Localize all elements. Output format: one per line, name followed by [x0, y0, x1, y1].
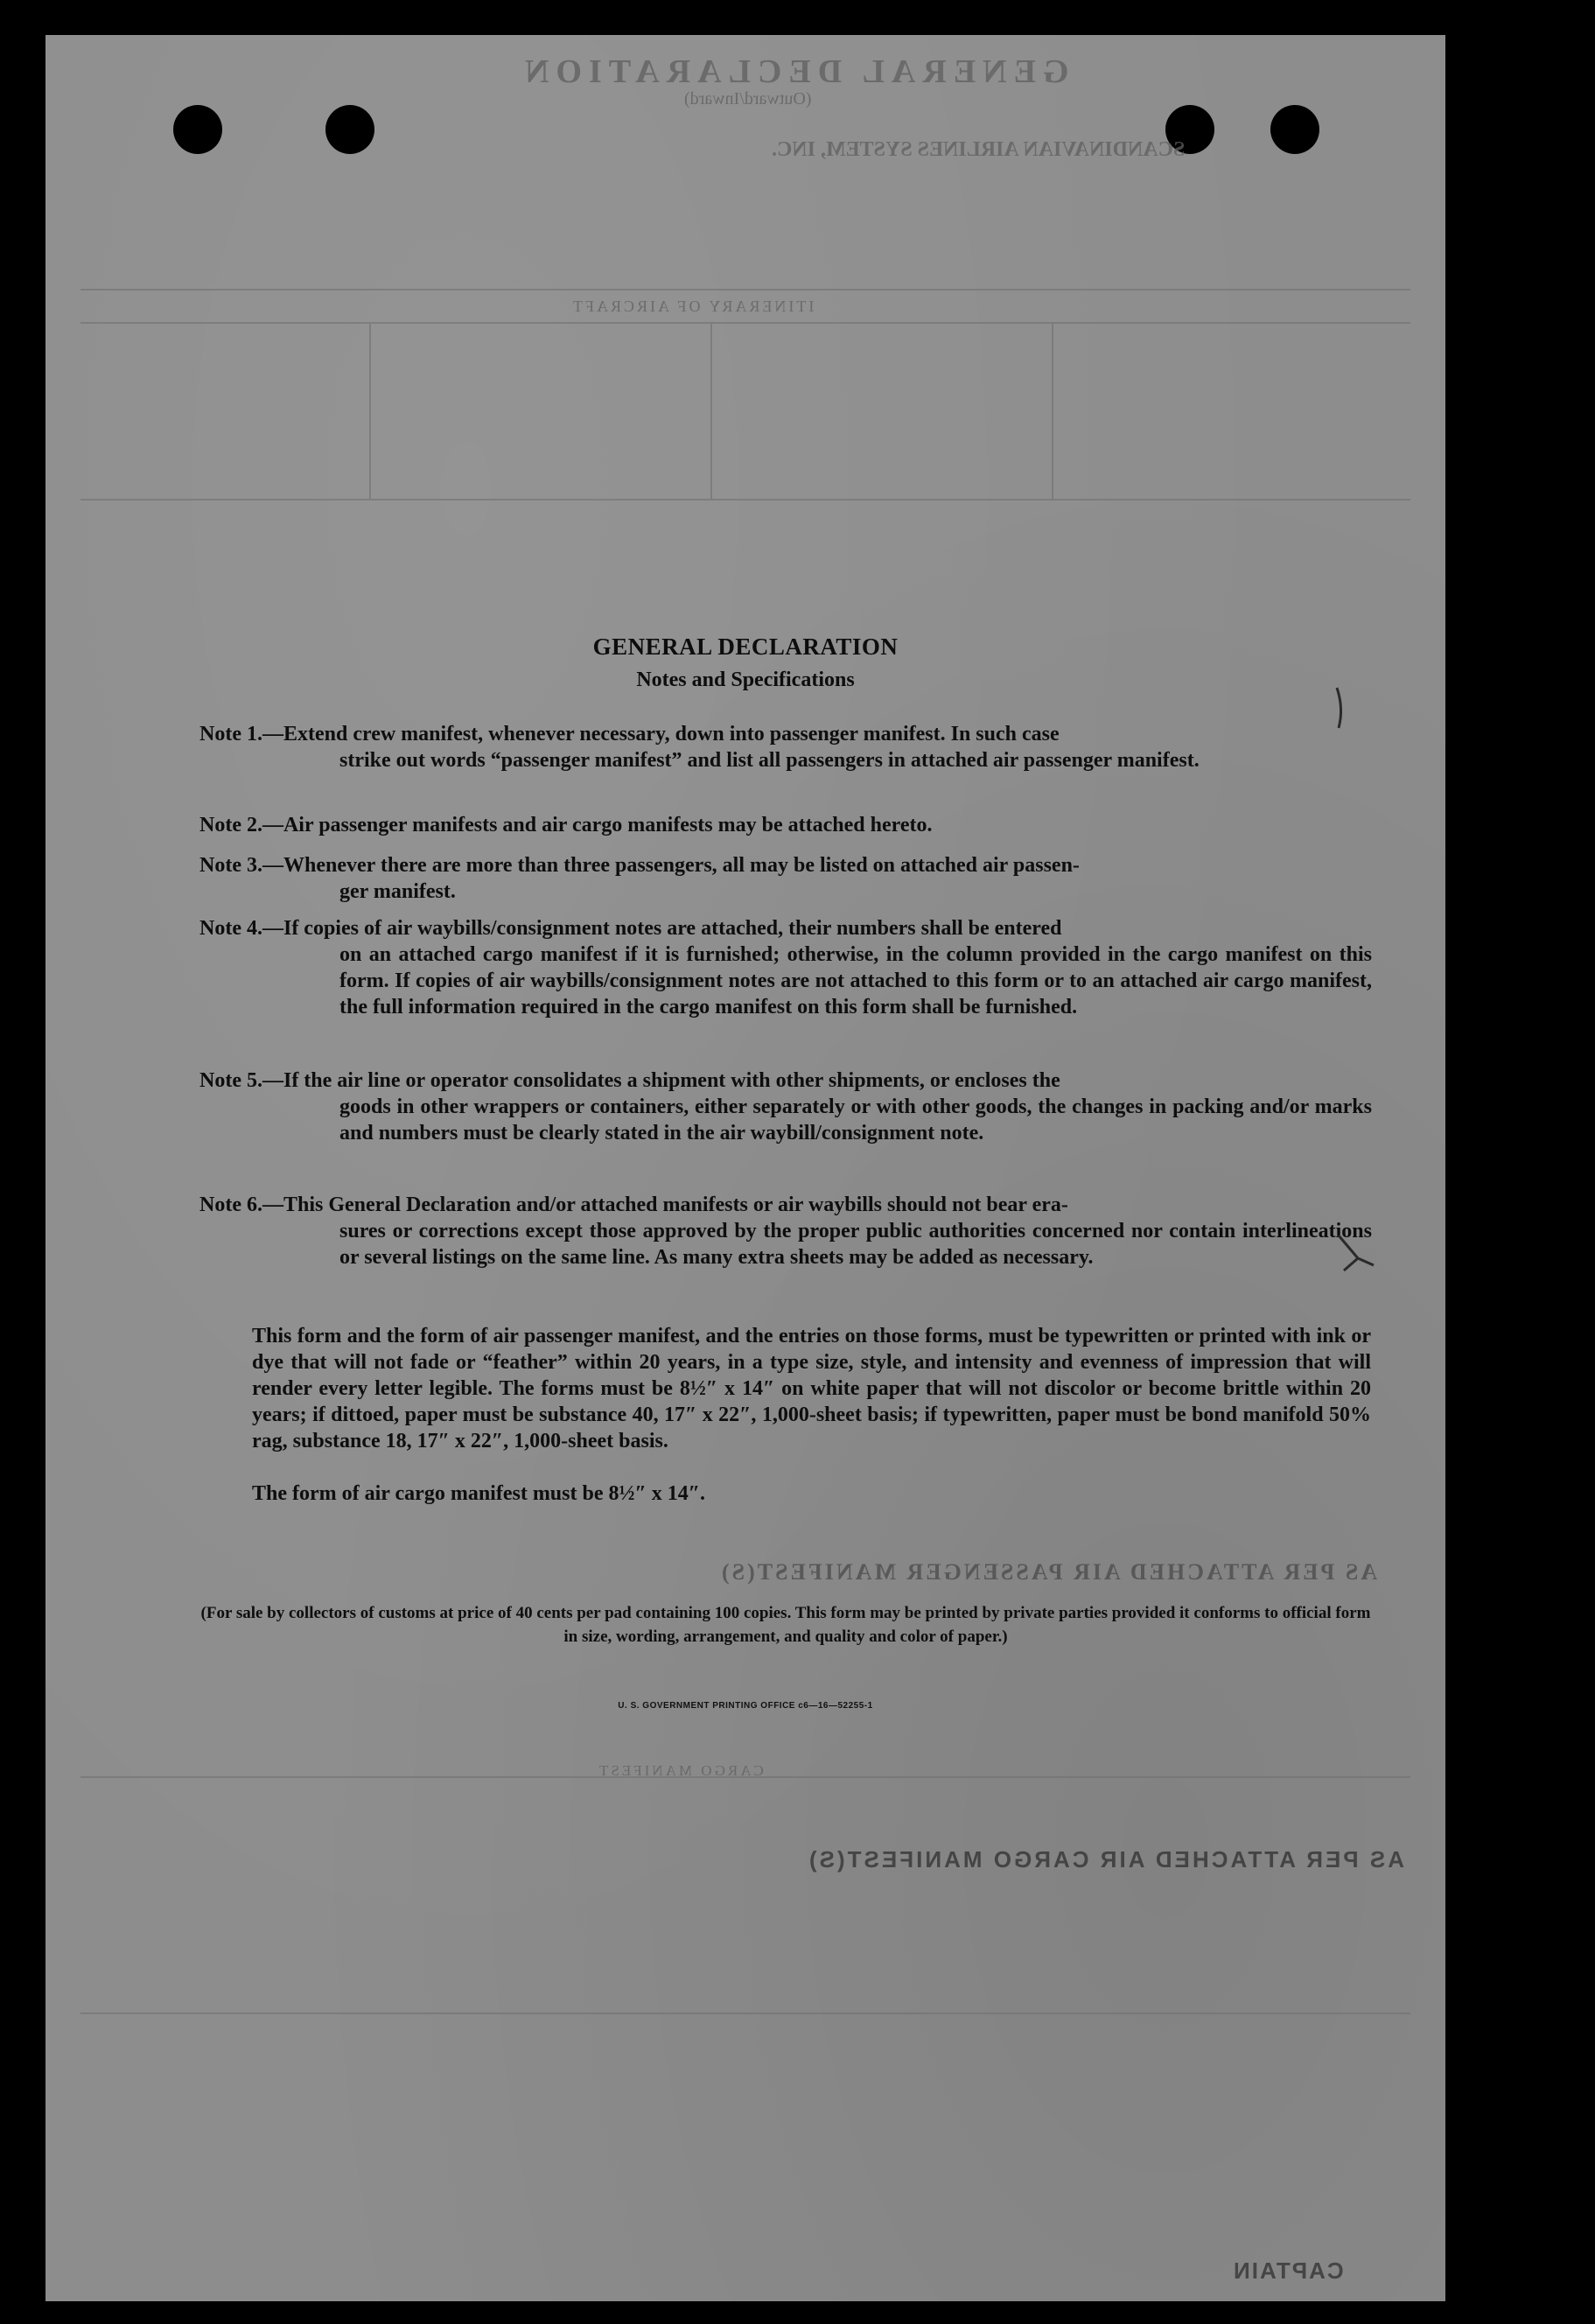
punch-hole — [173, 105, 222, 154]
punch-hole — [325, 105, 374, 154]
note-2-first-line: Note 2.—Air passenger manifests and air cargo manifests may be attached hereto. — [199, 814, 933, 836]
bleed-through-captain: CAPTAIN — [1232, 2258, 1344, 2284]
note-5-first-line: Note 5.—If the air line or operator consolidates a shipment with other shipments, or encloses the — [199, 1069, 1060, 1092]
bleed-line — [369, 324, 371, 499]
pencil-mark — [1328, 682, 1363, 735]
bleed-line — [1052, 324, 1053, 499]
note-3 — [199, 852, 1372, 905]
form-requirements-paragraph: This form and the form of air passenger manifest, and the entries on those forms, must be typewritten or printed with ink or dye that will not fade or “feather” within 20 years, in a type size, style, and intensity and evenness of impression that will render every letter legible. The forms must be 8½″ x 14″ on white paper that will not discolor or become brittle within 20 years; if dittoed, paper must be substance 40, 17″ x 22″, 1,000-sheet basis; if typewritten, paper must be bond manifold 50% rag, substance 18, 17″ x 22″, 1,000-sheet basis. — [252, 1325, 1371, 1452]
note-1 — [199, 721, 1372, 774]
bleed-line — [710, 324, 712, 499]
note-6-first-line: Note 6.—This General Declaration and/or attached manifests or air waybills should not bear era- — [199, 1194, 1068, 1216]
bleed-through-cargo-stamp: AS PER ATTACHED AIR CARGO MANIFEST(S) — [807, 1846, 1404, 1872]
note-2 — [199, 812, 1372, 838]
punch-hole — [1270, 105, 1319, 154]
document-page — [45, 35, 1445, 2301]
note-6 — [199, 1192, 1372, 1270]
bleed-through-header: GENERAL DECLARATION — [518, 53, 1069, 90]
bleed-line — [80, 499, 1410, 500]
printer-imprint: U. S. GOVERNMENT PRINTING OFFICE c6—16—52255-1 — [618, 1701, 873, 1711]
note-3-body: ger manifest. — [339, 880, 456, 903]
note-3-first-line: Note 3.—Whenever there are more than three passengers, all may be listed on attached air passen- — [199, 854, 1080, 877]
cargo-manifest-size: The form of air cargo manifest must be 8½″ x 14″. — [252, 1482, 705, 1505]
note-6-body: sures or corrections except those approved by the proper public authorities concerned nor contain interlineations or several listings on the same line. As many extra sheets may be added as necessary. — [339, 1220, 1372, 1269]
sale-notice: (For sale by collectors of customs at price of 40 cents per pad containing 100 copies. This form may be printed by private parties provided it conforms to official form in size, wording, arrangement, and quality and color of paper.) — [200, 1604, 1371, 1646]
page-subtitle: Notes and Specifications — [636, 668, 855, 691]
bleed-line — [80, 2012, 1410, 2014]
note-4-body: on an attached cargo manifest if it is furnished; otherwise, in the column provided in the cargo manifest on this form. If copies of air waybills/consignment notes are not attached to this form or to an attached air cargo manifest, the full information required in the cargo manifest on this form shall be furnished. — [339, 943, 1372, 1018]
bleed-line — [80, 322, 1410, 324]
note-1-body: strike out words “passenger manifest” and list all passengers in attached air passenger manifest. — [339, 749, 1200, 772]
bleed-through-cargo-heading: CARGO MANIFEST — [597, 1762, 764, 1779]
bleed-through-itinerary: ITINERARY OF AIRCRAFT — [570, 298, 815, 315]
bleed-line — [80, 289, 1410, 290]
pencil-mark — [1332, 1225, 1384, 1278]
bleed-through-sub: (Outward/Inward) — [684, 89, 812, 108]
note-4-first-line: Note 4.—If copies of air waybills/consignment notes are attached, their numbers shall be entered — [199, 917, 1062, 940]
note-5-body: goods in other wrappers or containers, either separately or with other goods, the changes in packing and/or marks and numbers must be clearly stated in the air waybill/consignment note. — [339, 1096, 1372, 1144]
note-1-first-line: Note 1.—Extend crew manifest, whenever necessary, down into passenger manifest. In such case — [199, 723, 1060, 746]
note-5 — [199, 1068, 1372, 1146]
note-4 — [199, 915, 1372, 1020]
bleed-through-operator: SCANDINAVIAN AIRLINES SYSTEM, INC. — [772, 138, 1186, 161]
page-title: GENERAL DECLARATION — [592, 634, 899, 660]
bleed-through-passenger-stamp: AS PER ATTACHED AIR PASSENGER MANIFEST(S) — [719, 1559, 1378, 1585]
